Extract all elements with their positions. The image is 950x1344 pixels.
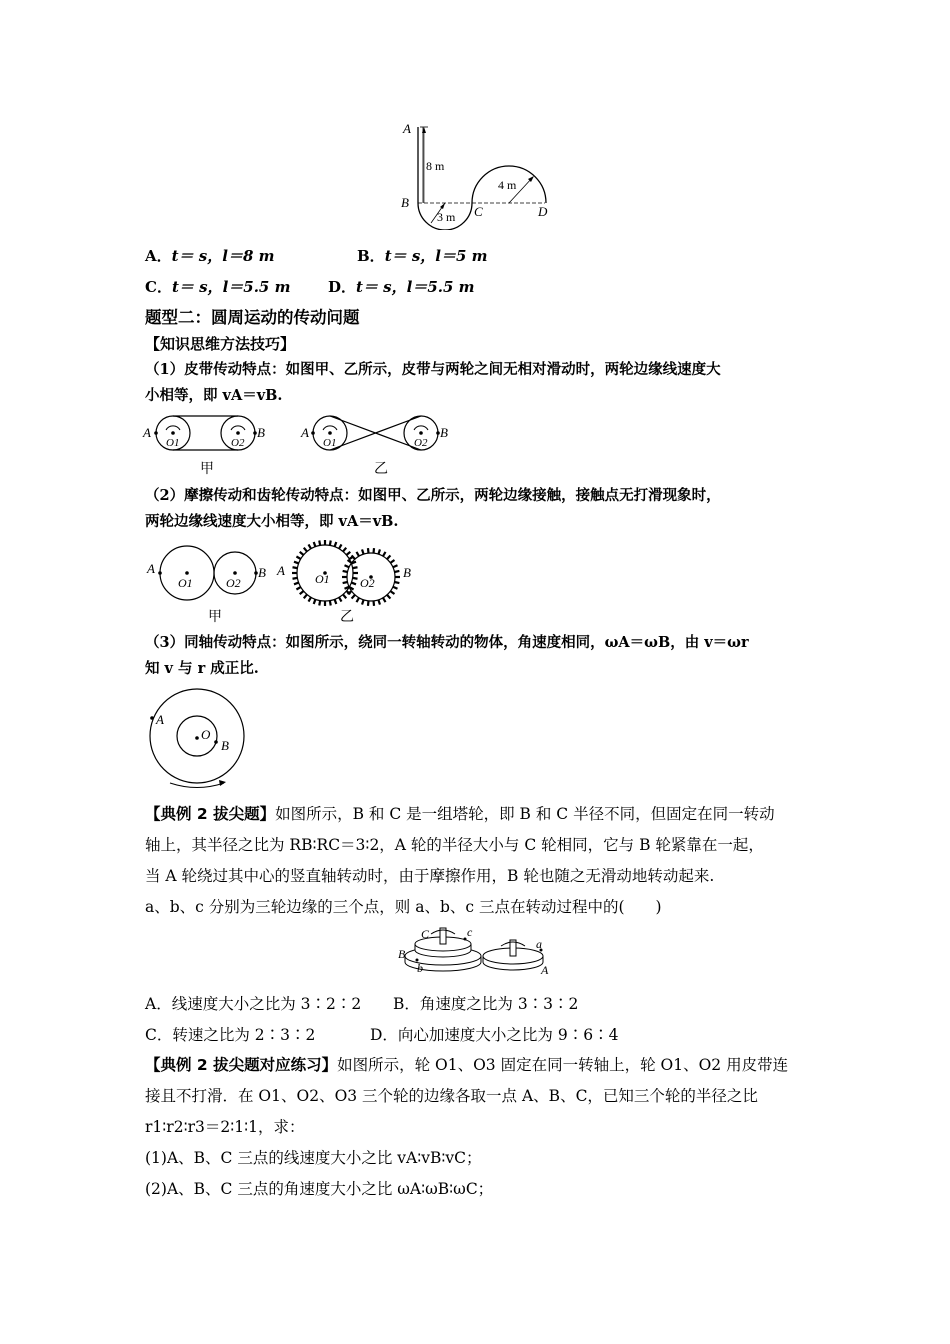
coax-a: A (156, 712, 164, 727)
ex2p-line1: 【典例 2 拔尖题对应练习】如图所示，轮 O1、O3 固定在同一转轴上，轮 O1、O2 用皮带连 (145, 1056, 789, 1074)
ex2-option-c: C．转速之比为 2∶3∶2 (145, 1026, 316, 1044)
tower-b-label: B (398, 947, 406, 961)
tower-b-point: b (417, 961, 423, 975)
gear-caption-1: 甲 (208, 609, 222, 625)
ex2p-line2: 接且不打滑．在 O1、O2、O3 三个轮的边缘各取一点 A、B、C，已知三个轮的半径之比 (145, 1087, 758, 1105)
gear-b2: B (403, 565, 411, 580)
label-3m: 3 m (437, 210, 456, 224)
section-title: 题型二：圆周运动的传动问题 (145, 308, 360, 327)
belt-caption-1: 甲 (200, 461, 214, 477)
p1-line2: 小相等，即 vA＝vB. (145, 387, 283, 404)
label-4m: 4 m (498, 178, 517, 192)
ex2-option-b: B．角速度之比为 3∶3∶2 (393, 995, 579, 1013)
label-a: A (403, 121, 411, 136)
label-c: C (474, 204, 483, 219)
ex2p-line3: r1∶r2∶r3＝2∶1∶1，求： (145, 1118, 305, 1136)
ex2-line1: 【典例 2 拔尖题】如图所示，B 和 C 是一组塔轮，即 B 和 C 半径不同，但固定在同一转动 (145, 805, 775, 823)
p2-line1: （2）摩擦传动和齿轮传动特点：如图甲、乙所示，两轮边缘接触，接触点无打滑现象时， (145, 487, 721, 504)
belt-o1: O1 (166, 437, 180, 449)
belt-diagram (140, 408, 460, 478)
label-8m: 8 m (426, 159, 445, 173)
belt-b2: B (440, 425, 448, 440)
gear-o2-2: O2 (360, 576, 375, 590)
p1-line1: （1）皮带传动特点：如图甲、乙所示，皮带与两轮之间无相对滑动时，两轮边缘线速度大 (145, 361, 721, 378)
gear-o2: O2 (226, 576, 241, 590)
ex2-option-a: A．线速度大小之比为 3∶2∶2 (145, 995, 362, 1013)
tower-a-point: a (536, 937, 542, 951)
ex2-line3: 当 A 轮绕过其中心的竖直轴转动时，由于摩擦作用，B 轮也随之无滑动地转动起来. (145, 867, 715, 885)
belt-o2: O2 (231, 437, 245, 449)
coax-o: O (201, 727, 211, 742)
p3-line2: 知 v 与 r 成正比. (145, 660, 259, 677)
track-diagram (395, 115, 560, 230)
gear-diagram (140, 535, 430, 630)
tower-c-label: C (421, 927, 430, 941)
tower-a-label: A (541, 963, 549, 977)
ex2-line4: a、b、c 分别为三轮边缘的三个点，则 a、b、c 三点在转动过程中的( ) (145, 898, 662, 916)
gear-o1-2: O1 (315, 572, 330, 586)
p2-line2: 两轮边缘线速度大小相等，即 vA＝vB. (145, 513, 399, 530)
ex2p-q2: (2)A、B、C 三点的角速度大小之比 ωA∶ωB∶ωC； (145, 1180, 494, 1198)
ex2p-q1: (1)A、B、C 三点的线速度大小之比 vA∶vB∶vC； (145, 1149, 482, 1167)
gear-b: B (258, 565, 266, 580)
gear-a2: A (277, 563, 285, 578)
label-d: D (538, 204, 548, 219)
knowledge-header: 【知识思维方法技巧】 (145, 335, 296, 353)
gear-caption-2: 乙 (340, 609, 354, 625)
q1-option-b: B．t＝ s，l＝5 m (357, 247, 488, 265)
coax-b: B (221, 738, 229, 753)
ex2-option-d: D．向心加速度大小之比为 9∶6∶4 (370, 1026, 619, 1044)
belt-b: B (257, 425, 265, 440)
coaxial-diagram (140, 682, 260, 792)
p3-line1: （3）同轴传动特点：如图所示，绕同一转轴转动的物体，角速度相同，ωA＝ωB，由 v＝ωr (145, 634, 749, 651)
ex2-line2: 轴上，其半径之比为 RB∶RC＝3∶2，A 轮的半径大小与 C 轮相同，它与 B 轮紧靠在一起， (145, 836, 764, 854)
label-b: B (401, 195, 409, 210)
q1-option-d: D．t＝ s，l＝5.5 m (328, 278, 475, 296)
belt-o1-2: O1 (323, 437, 337, 449)
belt-a: A (143, 425, 151, 440)
belt-caption-2: 乙 (374, 461, 388, 477)
q1-option-c: C．t＝ s，l＝5.5 m (145, 278, 291, 296)
gear-a: A (147, 561, 155, 576)
tower-wheel-diagram (395, 922, 565, 984)
gear-o1: O1 (178, 576, 193, 590)
belt-o2-2: O2 (414, 437, 428, 449)
q1-option-a: A．t＝ s，l＝8 m (145, 247, 275, 265)
tower-c-point: c (467, 925, 473, 939)
belt-a2: A (301, 425, 309, 440)
